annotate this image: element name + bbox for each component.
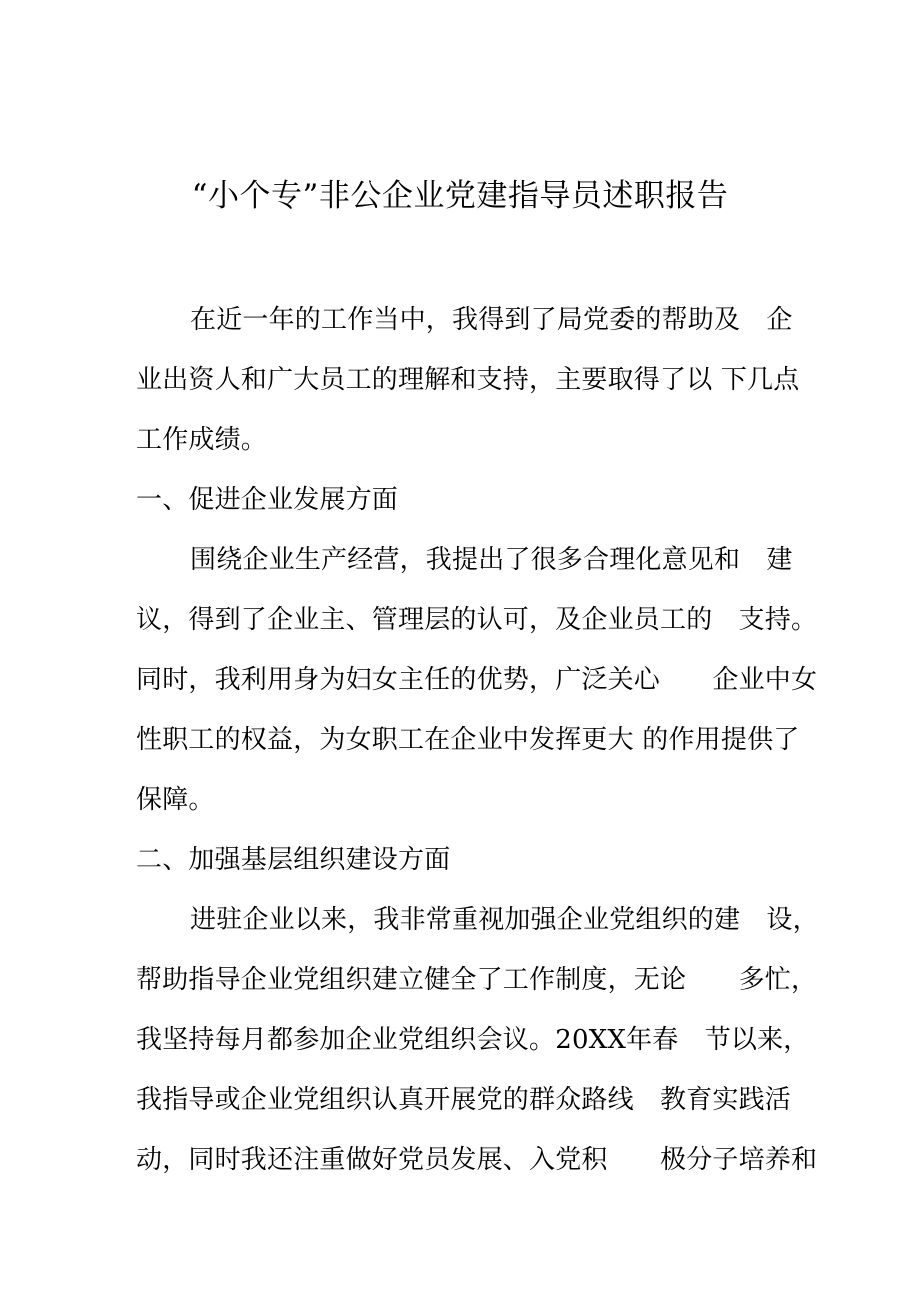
paragraph-line: 进驻企业以来，我非常重视加强企业党组织的建 设，	[190, 905, 819, 935]
paragraph-line: 帮助指导企业党组织建立健全了工作制度，无论 多忙，	[136, 965, 818, 995]
paragraph-line: 同时，我利用身为妇女主任的优势，广泛关心 企业中女	[136, 665, 818, 695]
paragraph-line: 性职工的权益，为女职工在企业中发挥更大 的作用提供了	[136, 725, 800, 755]
paragraph-line: 工作成绩。	[136, 425, 268, 455]
paragraph-line: 我坚持每月都参加企业党组织会议。20XX年春 节以来，	[136, 1025, 810, 1055]
paragraph-line: 围绕企业生产经营，我提出了很多合理化意见和 建	[190, 545, 793, 575]
paragraph-line: 我指导或企业党组织认真开展党的群众路线 教育实践活	[136, 1085, 792, 1115]
paragraph-line: 议，得到了企业主、管理层的认可，及企业员工的 支持。	[136, 605, 818, 635]
section-heading: 一、促进企业发展方面	[136, 485, 399, 515]
paragraph-line: 业出资人和广大员工的理解和支持，主要取得了以 下几点	[136, 365, 800, 395]
document-title: “小个专”非公企业党建指导员述职报告	[191, 178, 729, 214]
paragraph-line: 在近一年的工作当中，我得到了局党委的帮助及 企	[190, 305, 793, 335]
paragraph-line: 保障。	[136, 785, 215, 815]
section-heading: 二、加强基层组织建设方面	[136, 845, 451, 875]
paragraph-line: 动，同时我还注重做好党员发展、入党积 极分子培养和	[136, 1145, 818, 1175]
